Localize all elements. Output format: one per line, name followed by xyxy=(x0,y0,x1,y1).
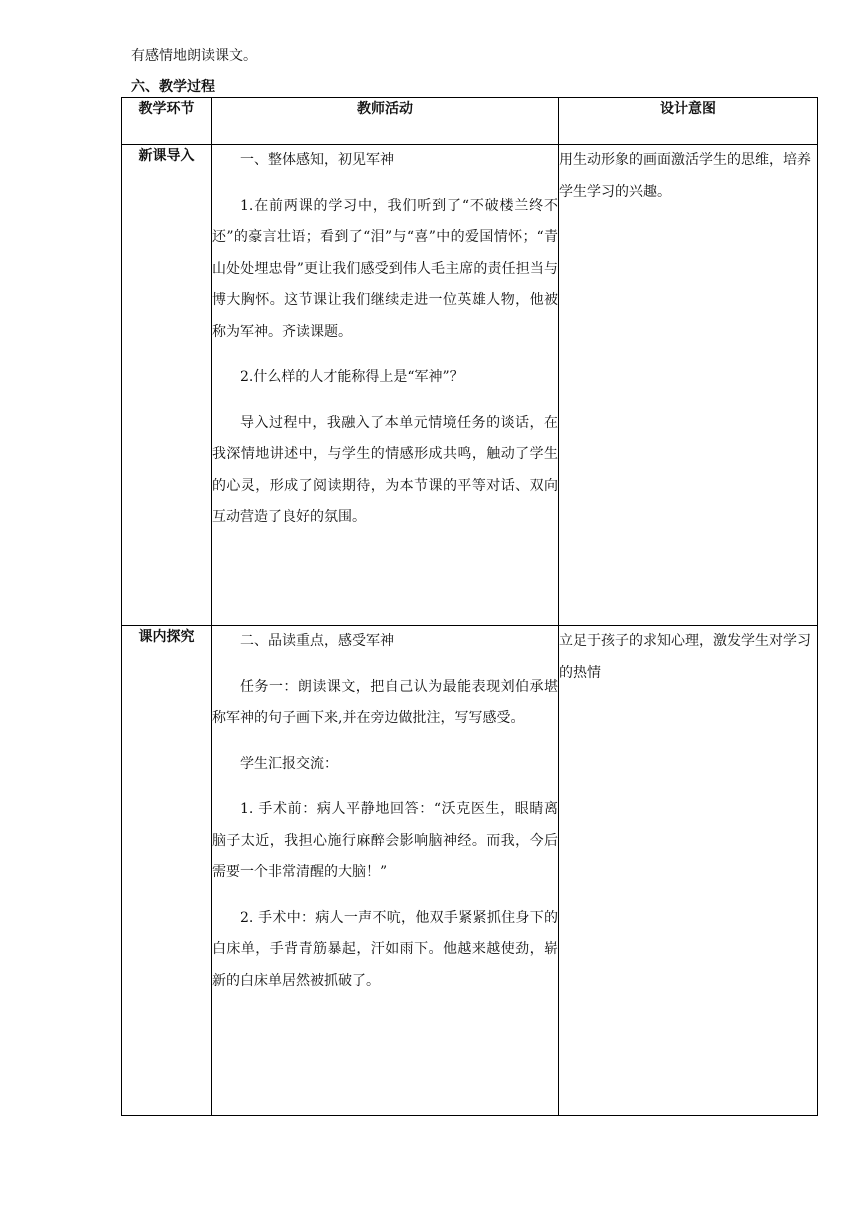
activity-paragraph: 一、整体感知，初见军神 xyxy=(240,152,394,168)
header-intent: 设计意图 xyxy=(559,98,818,145)
activity-paragraph: 导入过程中，我融入了本单元情境任务的谈话，在我深情地讲述中，与学生的情感形成共鸣，触动了学生的心灵，形成了阅读期待，为本节课的平等对话、双向互动营造了良好的氛围。 xyxy=(212,414,558,525)
activity-paragraph: 1.在前两课的学习中，我们听到了“不破楼兰终不还”的豪言壮语；看到了“泪”与“喜”中的爱国情怀；“青山处处埋忠骨”更让我们感受到伟人毛主席的责任担当与博大胸怀。这节课让我们继续走进一位英雄人物，他被称为军神。齐读课题。 xyxy=(212,197,558,340)
header-stage: 教学环节 xyxy=(122,98,212,145)
table-header-row xyxy=(122,98,818,145)
teaching-process-table xyxy=(121,97,818,1116)
table-row xyxy=(122,626,818,1116)
activity-paragraph: 2.什么样的人才能称得上是“军神”？ xyxy=(240,369,464,385)
intro-line: 有感情地朗读课文。 xyxy=(131,48,257,64)
stage-cell: 新课导入 xyxy=(122,145,212,626)
activity-paragraph: 1. 手术前：病人平静地回答：“沃克医生，眼睛离脑子太近，我担心施行麻醉会影响脑神经。而我，今后需要一个非常清醒的大脑！” xyxy=(212,801,558,880)
section-heading: 六、教学过程 xyxy=(131,79,215,95)
activity-cell xyxy=(212,626,559,1116)
activity-paragraph: 二、品读重点，感受军神 xyxy=(240,633,394,649)
activity-cell xyxy=(212,145,559,626)
activity-paragraph: 任务一：朗读课文，把自己认为最能表现刘伯承堪称军神的句子画下来,并在旁边做批注，写写感受。 xyxy=(212,678,558,726)
intent-cell: 用生动形象的画面激活学生的思维，培养学生学习的兴趣。 xyxy=(559,145,818,626)
activity-paragraph: 2. 手术中：病人一声不吭，他双手紧紧抓住身下的白床单，手背青筋暴起，汗如雨下。他越来越使劲，崭新的白床单居然被抓破了。 xyxy=(212,909,558,989)
table-row xyxy=(122,145,818,626)
header-activity: 教师活动 xyxy=(212,98,559,145)
stage-cell: 课内探究 xyxy=(122,626,212,1116)
intent-cell: 立足于孩子的求知心理，激发学生对学习的热情 xyxy=(559,626,818,1116)
activity-paragraph: 学生汇报交流： xyxy=(240,755,338,772)
